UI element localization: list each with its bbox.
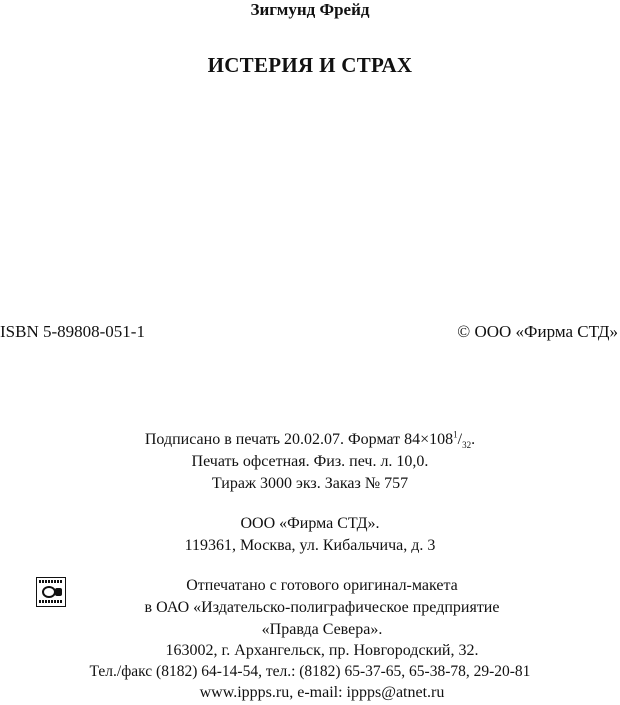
format-fraction-numerator: 1 — [453, 429, 458, 440]
signed-line-end: . — [471, 431, 476, 448]
copyright: © ООО «Фирма СТД» — [457, 322, 618, 341]
author-name: Зигмунд Фрейд — [250, 0, 370, 19]
printer-web-email: www.ippps.ru, e-mail: ippps@atnet.ru — [199, 684, 445, 701]
signed-date-format: Подписано в печать 20.02.07. Формат 84×108 — [144, 431, 454, 448]
circulation-line: Тираж 3000 экз. Заказ № 757 — [211, 475, 409, 492]
printer-line-2: в ОАО «Издательско-полиграфическое предприятие — [144, 599, 500, 616]
format-fraction-slash: / — [457, 431, 463, 448]
isbn: ISBN 5-89808-051-1 — [0, 322, 145, 341]
publisher-name: ООО «Фирма СТД». — [240, 515, 380, 532]
printer-phones: Тел./факс (8182) 64-14-54, тел.: (8182) 65-37-65, 65-38-78, 29-20-81 — [89, 663, 531, 680]
signed-to-print-line — [0, 430, 620, 450]
format-fraction-denominator: 32 — [462, 440, 472, 451]
print-type-line: Печать офсетная. Физ. печ. л. 10,0. — [191, 453, 429, 470]
printer-line-3: «Правда Севера». — [261, 621, 383, 638]
printer-line-1: Отпечатано с готового оригинал-макета — [186, 577, 458, 594]
publisher-address: 119361, Москва, ул. Кибальчича, д. 3 — [184, 537, 436, 554]
printer-address: 163002, г. Архангельск, пр. Новгородский, 32. — [165, 642, 479, 659]
book-title: ИСТЕРИЯ И СТРАХ — [207, 53, 413, 77]
